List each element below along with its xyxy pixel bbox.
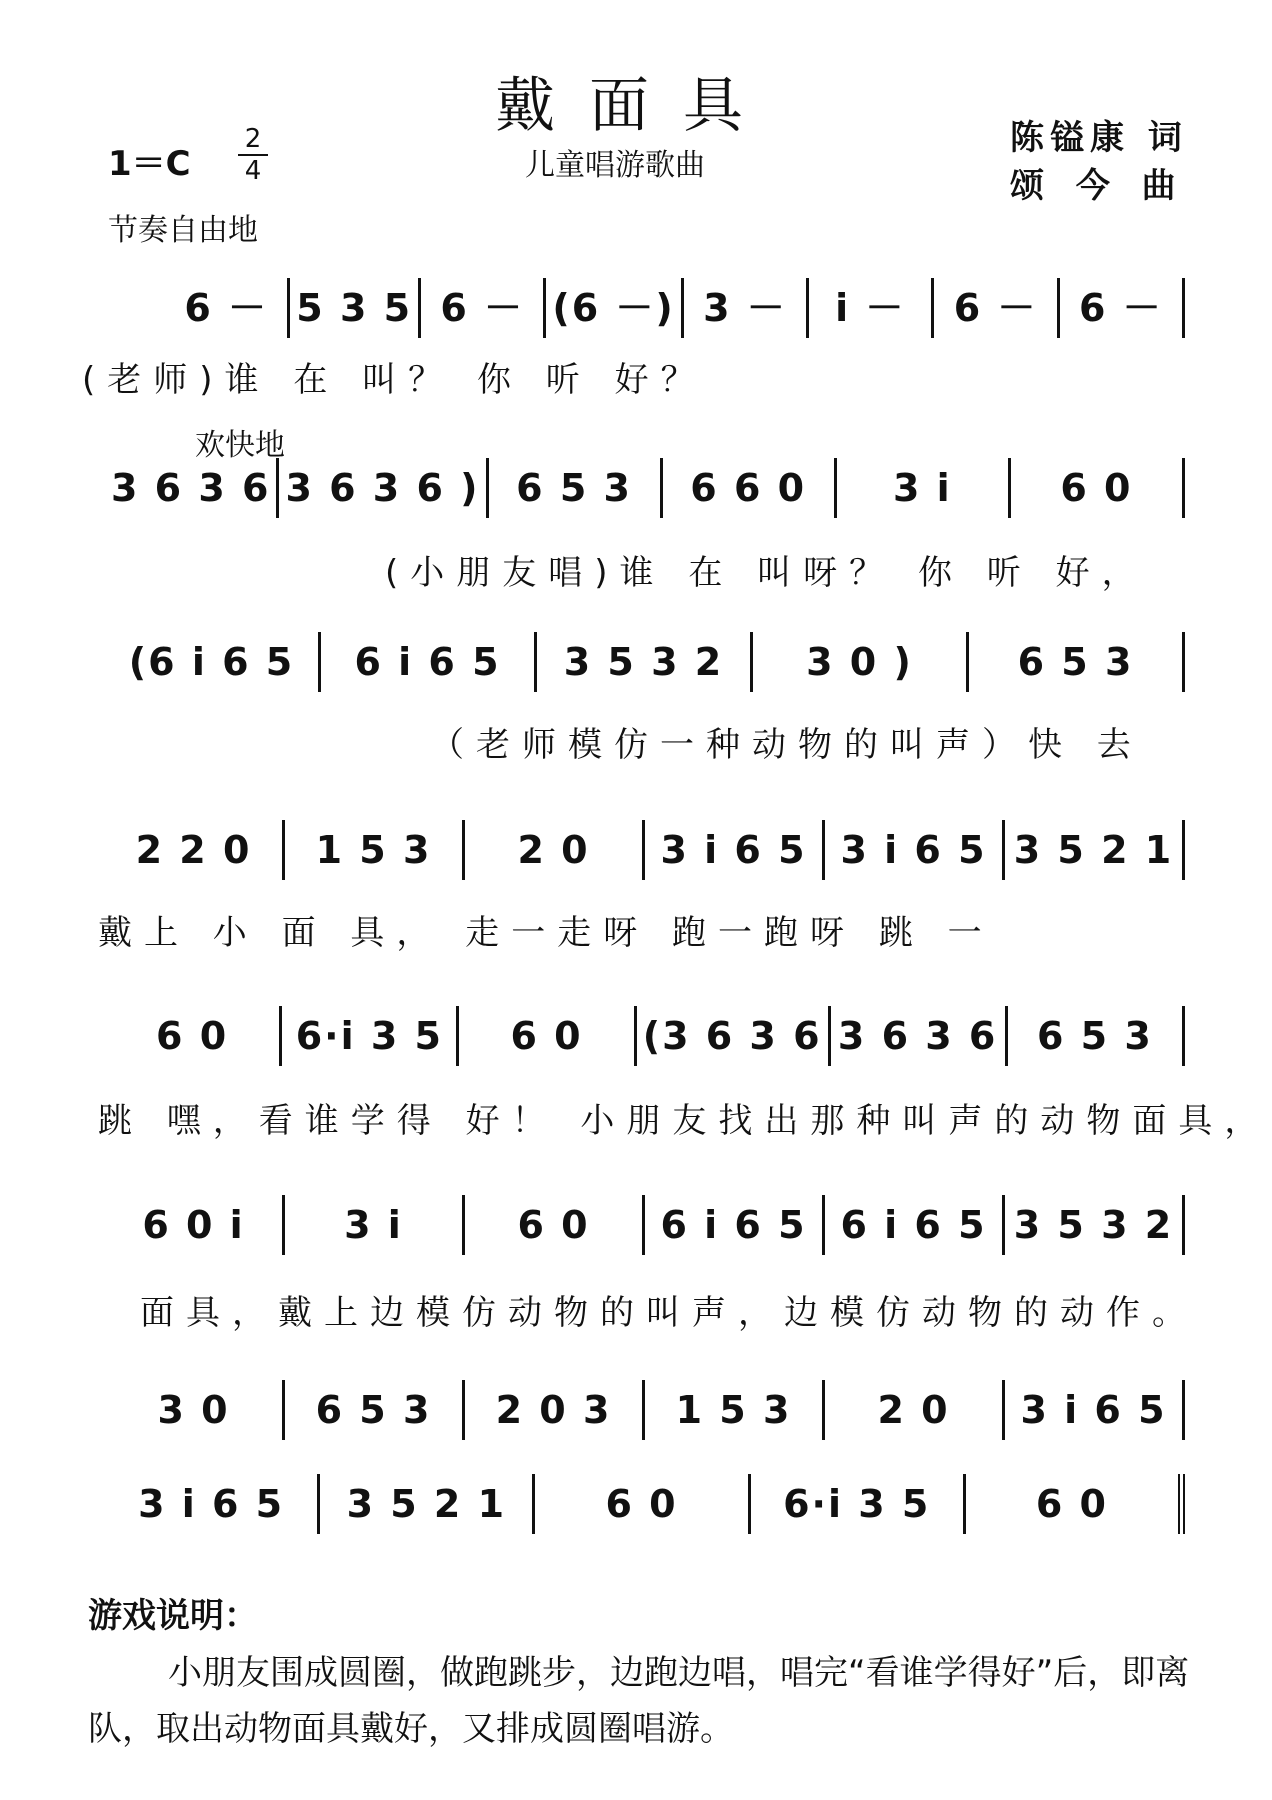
measure: 6 i 6 5 <box>825 1195 1005 1255</box>
measure: 3 0 <box>105 1380 285 1440</box>
measure: 6 5 3 <box>489 458 663 518</box>
measure: 3 5 3 2 <box>1005 1195 1185 1255</box>
measure: 6 6 0 <box>663 458 837 518</box>
measure: 2 0 3 <box>465 1380 645 1440</box>
measure: 6 i 6 5 <box>321 632 537 692</box>
staff-line-8 <box>105 1474 1185 1544</box>
measure: 3 6 3 6 <box>105 458 279 518</box>
measure: 6 0 <box>465 1195 645 1255</box>
measure: (3 6 3 6 <box>637 1006 831 1066</box>
measure: 6 0 i <box>105 1195 285 1255</box>
measure: 6·i 3 5 <box>282 1006 459 1066</box>
lyric-line-1: (老师)谁 在 叫？ 你 听 好？ <box>82 360 707 400</box>
measure: i － <box>809 278 934 338</box>
staff-line-3 <box>105 632 1185 702</box>
staff-line-5 <box>105 1006 1185 1076</box>
staff-line-6 <box>105 1195 1185 1265</box>
measure: 1 5 3 <box>285 820 465 880</box>
measure: 3 i 6 5 <box>105 1474 320 1534</box>
measure: 6 0 <box>1011 458 1185 518</box>
measure: 1 5 3 <box>645 1380 825 1440</box>
time-signature-top: 2 <box>238 126 268 156</box>
measures-row <box>105 1380 1185 1440</box>
measure: 2 0 <box>465 820 645 880</box>
staff-line-4 <box>105 820 1185 890</box>
measure: 6 0 <box>105 1006 282 1066</box>
measure: 3 5 3 2 <box>537 632 753 692</box>
measure: 6 5 3 <box>1008 1006 1185 1066</box>
tempo-marking-free: 节奏自由地 <box>108 213 258 248</box>
measure: 5 3 5 <box>290 278 421 338</box>
measure: 3 － <box>684 278 809 338</box>
tempo-marking-lively: 欢快地 <box>195 428 285 463</box>
lyric-line-3: （老师模仿一种动物的叫声）快 去 <box>430 725 1143 765</box>
measure: 2 2 0 <box>105 820 285 880</box>
measure: 6 0 <box>535 1474 750 1534</box>
measure: 6 － <box>934 278 1059 338</box>
measures-row <box>105 1195 1185 1255</box>
staff-line-2 <box>105 458 1185 528</box>
measure: 6·i 3 5 <box>751 1474 966 1534</box>
measure: (6 －) <box>546 278 683 338</box>
measure-final: 6 0 <box>966 1474 1185 1534</box>
measures-row <box>105 632 1185 692</box>
measures-row <box>105 458 1185 518</box>
measure: 6 i 6 5 <box>645 1195 825 1255</box>
measure: 3 6 3 6 ) <box>279 458 488 518</box>
song-title: 戴面具 <box>495 71 777 141</box>
measure: (6 i 6 5 <box>105 632 321 692</box>
measure: 3 0 ) <box>753 632 969 692</box>
measure: 3 i 6 5 <box>645 820 825 880</box>
time-signature-bottom: 4 <box>244 156 262 186</box>
measure: 3 5 2 1 <box>320 1474 535 1534</box>
time-signature <box>238 126 268 184</box>
measures-row <box>165 278 1185 338</box>
measures-row <box>105 1006 1185 1066</box>
measure: 6 5 3 <box>285 1380 465 1440</box>
composer-credit: 颂 今 曲 <box>1010 166 1186 206</box>
song-subtitle: 儿童唱游歌曲 <box>525 148 705 183</box>
measures-row <box>105 820 1185 880</box>
measure: 6 0 <box>459 1006 636 1066</box>
game-instructions-heading: 游戏说明： <box>88 1596 258 1636</box>
measure: 3 i 6 5 <box>825 820 1005 880</box>
lyric-line-2: (小朋友唱)谁 在 叫呀？ 你 听 好， <box>385 553 1148 593</box>
measure: 3 i <box>837 458 1011 518</box>
staff-line-7 <box>105 1380 1185 1450</box>
measure: 3 i <box>285 1195 465 1255</box>
lyric-line-5: 跳 嘿，看谁学得 好！ 小朋友找出那种叫声的动物面具， <box>98 1101 1271 1141</box>
measure: 6 － <box>421 278 546 338</box>
lyric-line-6: 面具，戴上边模仿动物的叫声，边模仿动物的动作。 <box>140 1293 1198 1333</box>
lyric-line-4: 戴上 小 面 具， 走一走呀 跑一跑呀 跳 一 <box>98 913 994 953</box>
measure: 3 i 6 5 <box>1005 1380 1185 1440</box>
key-signature: 1＝C <box>108 144 191 184</box>
measure: 3 6 3 6 <box>831 1006 1008 1066</box>
measure: 3 5 2 1 <box>1005 820 1185 880</box>
measure: 6 － <box>165 278 290 338</box>
measure: 2 0 <box>825 1380 1005 1440</box>
measures-row <box>105 1474 1185 1534</box>
lyricist-credit: 陈镒康 词 <box>1010 118 1188 158</box>
measure: 6 5 3 <box>969 632 1185 692</box>
game-instructions-text: 小朋友围成圆圈，做跑跳步，边跑边唱，唱完“看谁学得好”后，即离队，取出动物面具戴好，又排成圆圈唱游。 <box>88 1653 1190 1749</box>
measure: 6 － <box>1060 278 1185 338</box>
